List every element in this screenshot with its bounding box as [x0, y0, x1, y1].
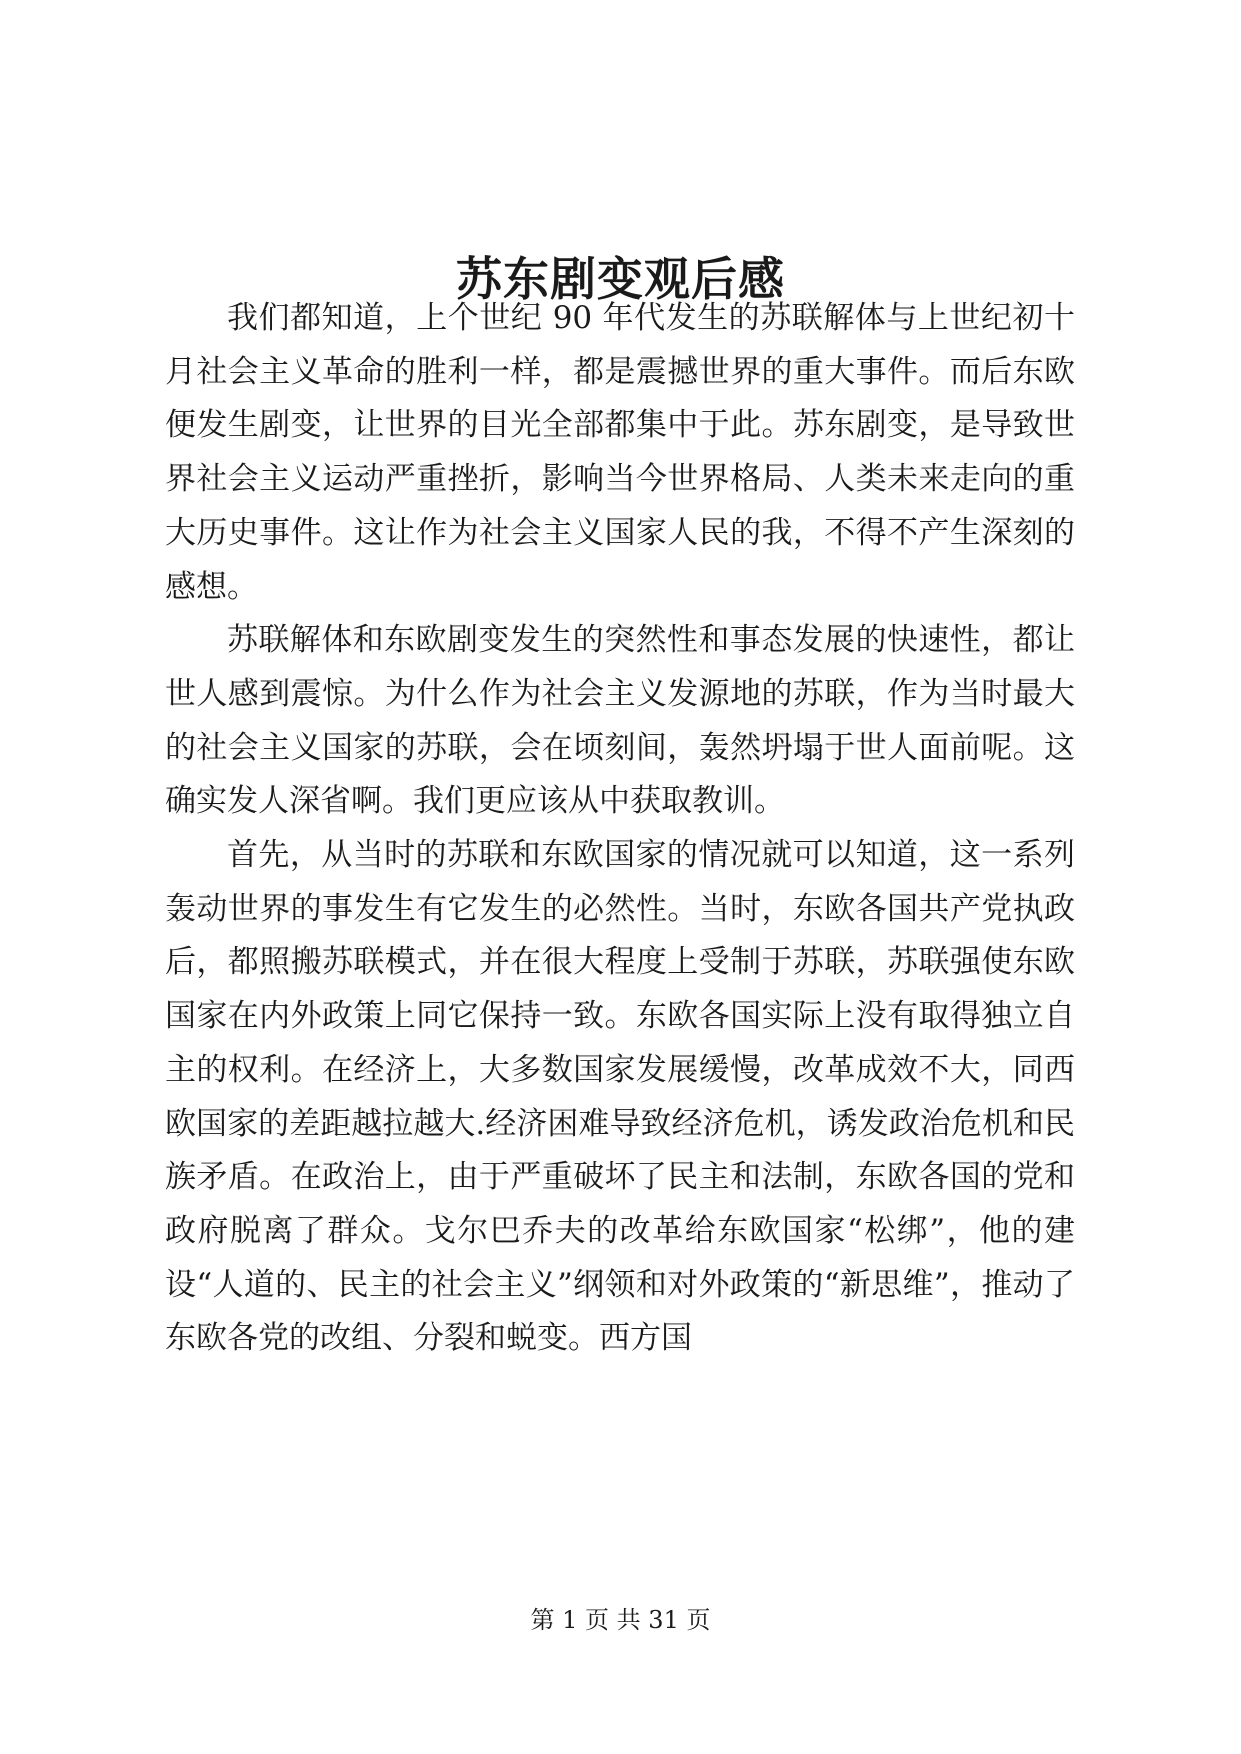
- paragraph-1: 我们都知道，上个世纪 90 年代发生的苏联解体与上世纪初十月社会主义革命的胜利一样，都是震撼世界的重大事件。而后东欧便发生剧变，让世界的目光全部都集中于此。苏东剧变，是导致世界社会主义运动严重挫折，影响当今世界格局、人类未来走向的重大历史事件。这让作为社会主义国家人民的我，不得不产生深刻的感想。: [165, 300, 1075, 605]
- page-footer: 第 1 页 共 31 页: [530, 1606, 711, 1634]
- document-body: [165, 292, 1075, 1366]
- document-title: 苏东剧变观后感: [456, 251, 785, 306]
- paragraph-3: 首先，从当时的苏联和东欧国家的情况就可以知道，这一系列轰动世界的事发生有它发生的必然性。当时，东欧各国共产党执政后，都照搬苏联模式，并在很大程度上受制于苏联，苏联强使东欧国家在内外政策上同它保持一致。东欧各国实际上没有取得独立自主的权利。在经济上，大多数国家发展缓慢，改革成效不大，同西欧国家的差距越拉越大.经济困难导致经济危机，诱发政治危机和民族矛盾。在政治上，由于严重破坏了民主和法制，东欧各国的党和政府脱离了群众。戈尔巴乔夫的改革给东欧国家“松绑”，他的建设“人道的、民主的社会主义”纲领和对外政策的“新思维”，推动了东欧各党的改组、分裂和蜕变。西方国: [165, 837, 1075, 1357]
- paragraph-2: 苏联解体和东欧剧变发生的突然性和事态发展的快速性，都让世人感到震惊。为什么作为社会主义发源地的苏联，作为当时最大的社会主义国家的苏联，会在顷刻间，轰然坍塌于世人面前呢。这确实发人深省啊。我们更应该从中获取教训。: [165, 622, 1075, 820]
